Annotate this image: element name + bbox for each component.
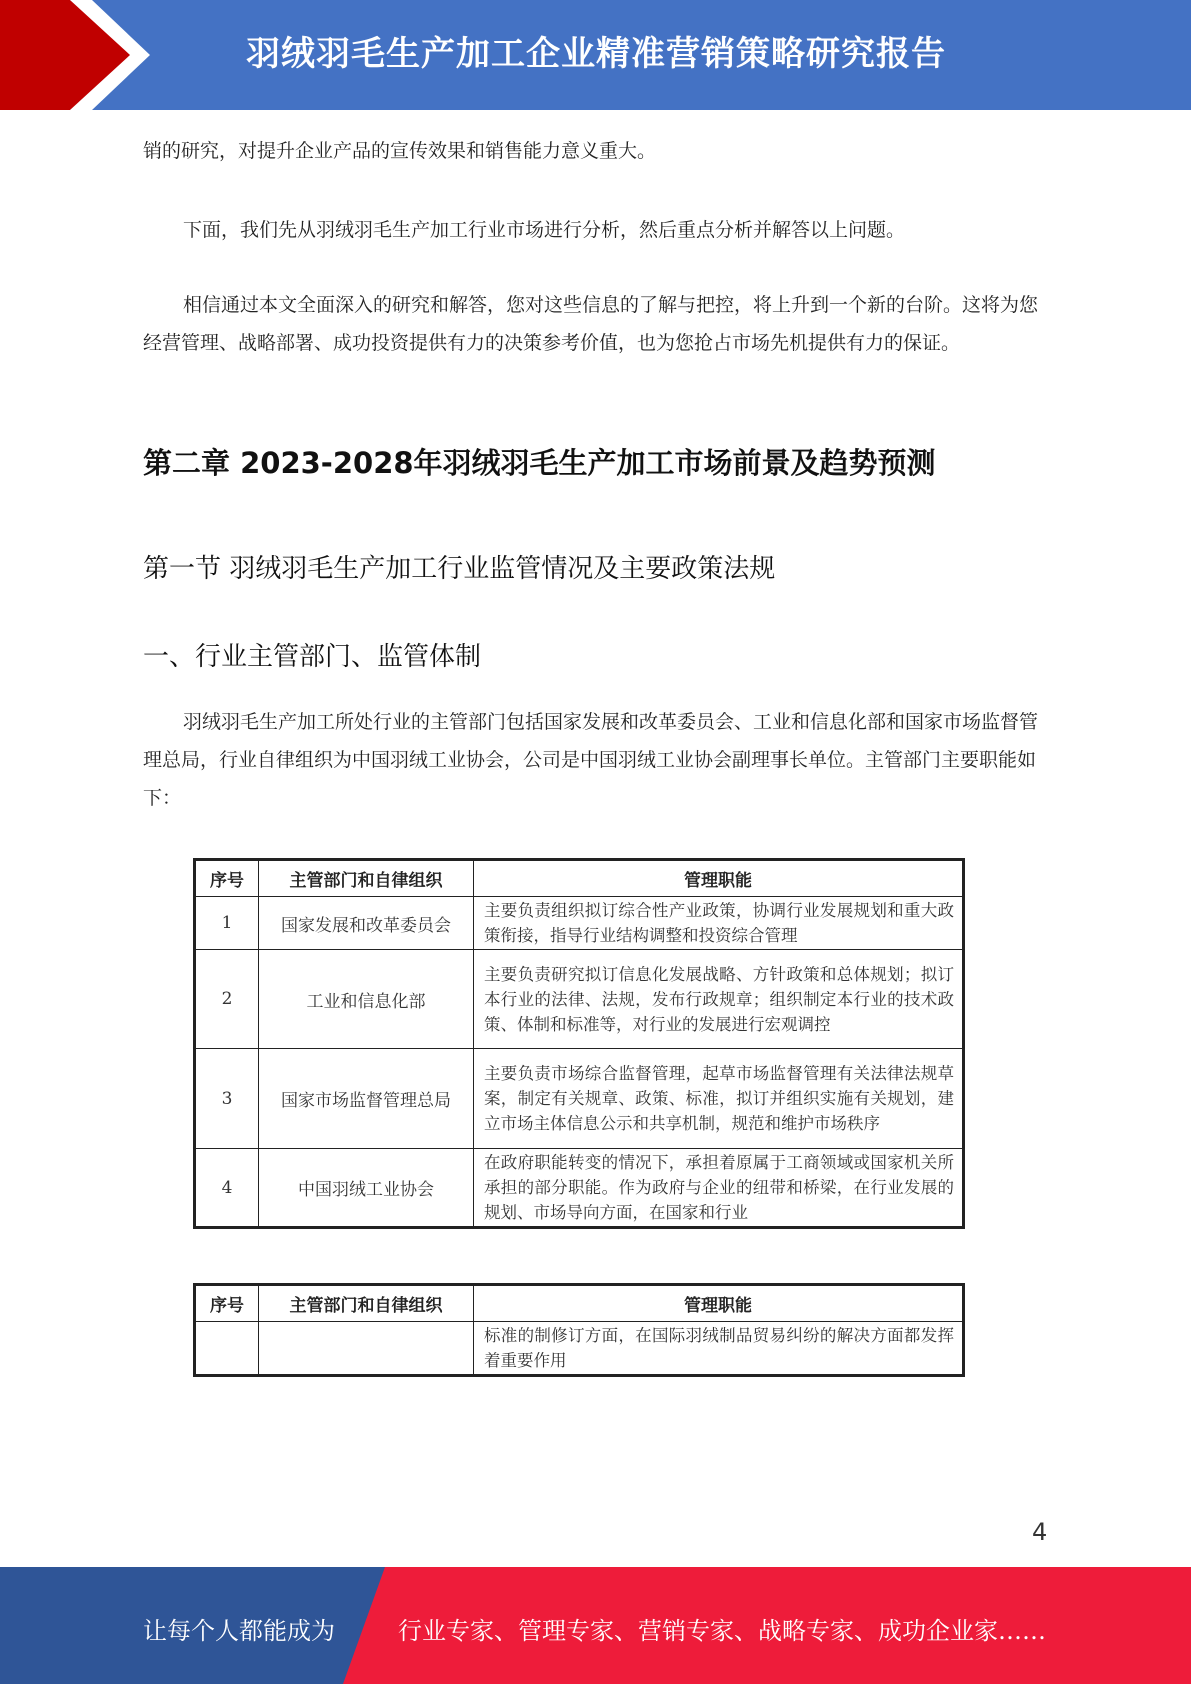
- section-heading: 第一节 羽绒羽毛生产加工行业监管情况及主要政策法规: [143, 554, 776, 584]
- row-dept: 中国羽绒工业协会: [259, 1149, 474, 1228]
- regulator-table: [193, 858, 965, 1229]
- header-no: 序号: [195, 1285, 259, 1322]
- report-title: 羽绒羽毛生产加工企业精准营销策略研究报告: [246, 34, 946, 74]
- chapter-heading: 第二章 2023-2028年羽绒羽毛生产加工市场前景及趋势预测: [143, 446, 936, 480]
- paragraph-3: 相信通过本文全面深入的研究和解答，您对这些信息的了解与把控，将上升到一个新的台阶。这将为您经营管理、战略部署、成功投资提供有力的决策参考价值，也为您抢占市场先机提供有力的保证。: [143, 294, 1039, 354]
- subsection-heading: 一、行业主管部门、监管体制: [143, 642, 482, 672]
- regulator-table-continued: [193, 1283, 965, 1377]
- row-dept: [259, 1322, 474, 1376]
- table-row: [195, 950, 964, 1049]
- page-number: 4: [1032, 1518, 1048, 1546]
- page-header: [0, 0, 1191, 110]
- table-header-row: [195, 860, 964, 897]
- header-dept: 主管部门和自律组织: [259, 1285, 474, 1322]
- paragraph-1: 销的研究，对提升企业产品的宣传效果和销售能力意义重大。: [143, 140, 657, 162]
- row-dept: 国家发展和改革委员会: [259, 897, 474, 950]
- row-no: 3: [195, 1049, 259, 1149]
- row-no: 4: [195, 1149, 259, 1228]
- header-duty: 管理职能: [474, 1285, 964, 1322]
- header-no: 序号: [195, 860, 259, 897]
- row-no: 1: [195, 897, 259, 950]
- table-row: [195, 1149, 964, 1228]
- row-duty: 主要负责组织拟订综合性产业政策，协调行业发展规划和重大政策衔接，指导行业结构调整和投资综合管理: [474, 897, 964, 950]
- row-no: 2: [195, 950, 259, 1049]
- row-dept: 国家市场监督管理总局: [259, 1049, 474, 1149]
- row-dept: 工业和信息化部: [259, 950, 474, 1049]
- table-header-row: [195, 1285, 964, 1322]
- paragraph-2: 下面，我们先从羽绒羽毛生产加工行业市场进行分析，然后重点分析并解答以上问题。: [183, 219, 906, 241]
- table-row: [195, 897, 964, 950]
- row-duty: 在政府职能转变的情况下，承担着原属于工商领域或国家机关所承担的部分职能。作为政府与企业的纽带和桥梁，在行业发展的规划、市场导向方面，在国家和行业: [474, 1149, 964, 1228]
- header-duty: 管理职能: [474, 860, 964, 897]
- row-no: [195, 1322, 259, 1376]
- table-row: [195, 1322, 964, 1376]
- table-row: [195, 1049, 964, 1149]
- footer-slogan-left: 让每个人都能成为: [143, 1617, 335, 1645]
- paragraph-4: 羽绒羽毛生产加工所处行业的主管部门包括国家发展和改革委员会、工业和信息化部和国家市场监督管理总局，行业自律组织为中国羽绒工业协会，公司是中国羽绒工业协会副理事长单位。主管部门主要职能如下：: [143, 711, 1039, 809]
- row-duty: 主要负责市场综合监督管理，起草市场监督管理有关法律法规草案，制定有关规章、政策、标准，拟订并组织实施有关规划，建立市场主体信息公示和共享机制，规范和维护市场秩序: [474, 1049, 964, 1149]
- page-footer: [0, 1567, 1191, 1684]
- row-duty: 标准的制修订方面，在国际羽绒制品贸易纠纷的解决方面都发挥着重要作用: [474, 1322, 964, 1376]
- row-duty: 主要负责研究拟订信息化发展战略、方针政策和总体规划；拟订本行业的法律、法规，发布行政规章；组织制定本行业的技术政策、体制和标准等，对行业的发展进行宏观调控: [474, 950, 964, 1049]
- header-dept: 主管部门和自律组织: [259, 860, 474, 897]
- footer-slogan-right: 行业专家、管理专家、营销专家、战略专家、成功企业家……: [398, 1617, 1046, 1645]
